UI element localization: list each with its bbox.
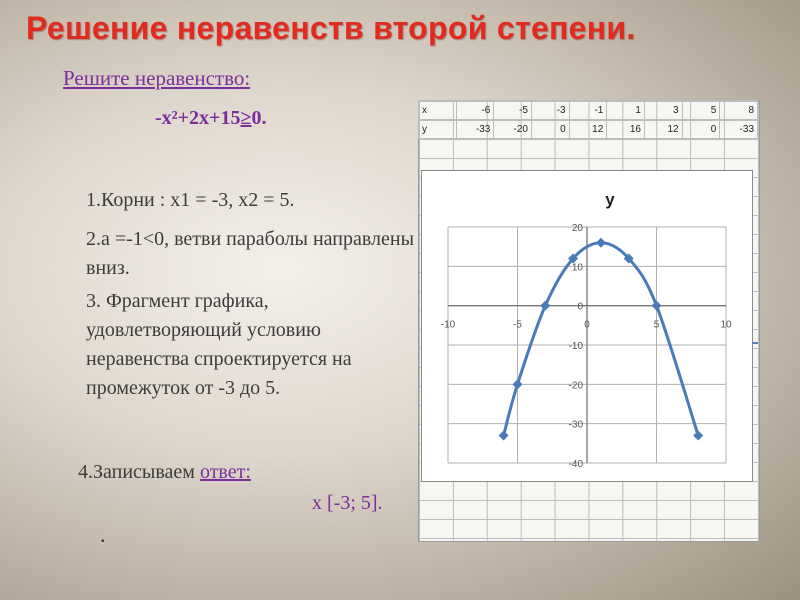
table-cell: -5: [494, 101, 532, 120]
table-cell: 5: [682, 101, 720, 120]
inequality: [155, 107, 266, 130]
y-tick-label: 10: [571, 262, 583, 274]
data-point: [693, 430, 703, 440]
step-answer: [78, 458, 251, 487]
table-cell: -33: [720, 120, 758, 139]
trailing-dot: .: [100, 522, 106, 547]
table-cell: y: [419, 120, 457, 139]
chart-title: y: [605, 190, 615, 209]
y-tick-label: 20: [571, 223, 583, 234]
inequality-rhs: 0.: [251, 107, 267, 129]
table-cell: 16: [607, 120, 645, 139]
table-row-y: [419, 120, 758, 139]
x-tick-label: -5: [513, 319, 522, 331]
answer-interval: x [-3; 5].: [312, 492, 383, 514]
task-heading: Решите неравенство:: [63, 66, 251, 90]
table-cell: 12: [569, 120, 607, 139]
data-point: [596, 238, 606, 248]
inequality-lhs: -x²+2x+15: [155, 107, 241, 129]
table-cell: 8: [720, 101, 758, 120]
step-fragment: 3. Фрагмент графика, удовлетворяющий условию неравенства спроектируется на промежуток от -3 до 5.: [86, 290, 352, 399]
chart-container: [421, 170, 753, 482]
table-cell: -33: [456, 120, 494, 139]
x-tick-label: 0: [584, 319, 590, 331]
values-table: [418, 100, 758, 139]
table-cell: 0: [682, 120, 720, 139]
table-cell: 0: [531, 120, 569, 139]
y-tick-label: 0: [577, 301, 583, 313]
data-point: [499, 430, 509, 440]
table-cell: -6: [456, 101, 494, 120]
table-cell: 3: [644, 101, 682, 120]
y-tick-label: -20: [568, 380, 583, 392]
step-roots: 1.Корни : x1 = -3, x2 = 5.: [86, 189, 295, 211]
x-tick-label: -10: [440, 319, 456, 331]
table-cell: 1: [607, 101, 645, 120]
answer-word: ответ:: [199, 461, 251, 483]
parabola-chart: [422, 171, 752, 481]
table-cell: -20: [494, 120, 532, 139]
series-line: [504, 243, 699, 436]
chart-resize-handle: [752, 342, 758, 344]
step-answer-prefix: 4.Записываем: [78, 461, 200, 483]
x-tick-label: 10: [720, 319, 732, 331]
data-point: [540, 301, 550, 311]
table-cell: -3: [531, 101, 569, 120]
inequality-sign: ≥: [240, 107, 252, 129]
y-tick-label: -30: [568, 419, 583, 431]
y-tick-label: -40: [568, 459, 583, 470]
y-tick-label: -10: [568, 341, 583, 352]
data-point: [652, 301, 662, 311]
step-branches: 2.a =-1<0, ветви параболы направлены вниз.: [86, 228, 415, 279]
table-row-x: [419, 101, 758, 120]
table-cell: -1: [569, 101, 607, 120]
table-cell: 12: [644, 120, 682, 139]
x-tick-label: 5: [653, 319, 660, 331]
slide-title: Решение неравенств второй степени.: [26, 10, 636, 46]
data-point: [513, 379, 523, 389]
table-cell: x: [419, 101, 457, 120]
